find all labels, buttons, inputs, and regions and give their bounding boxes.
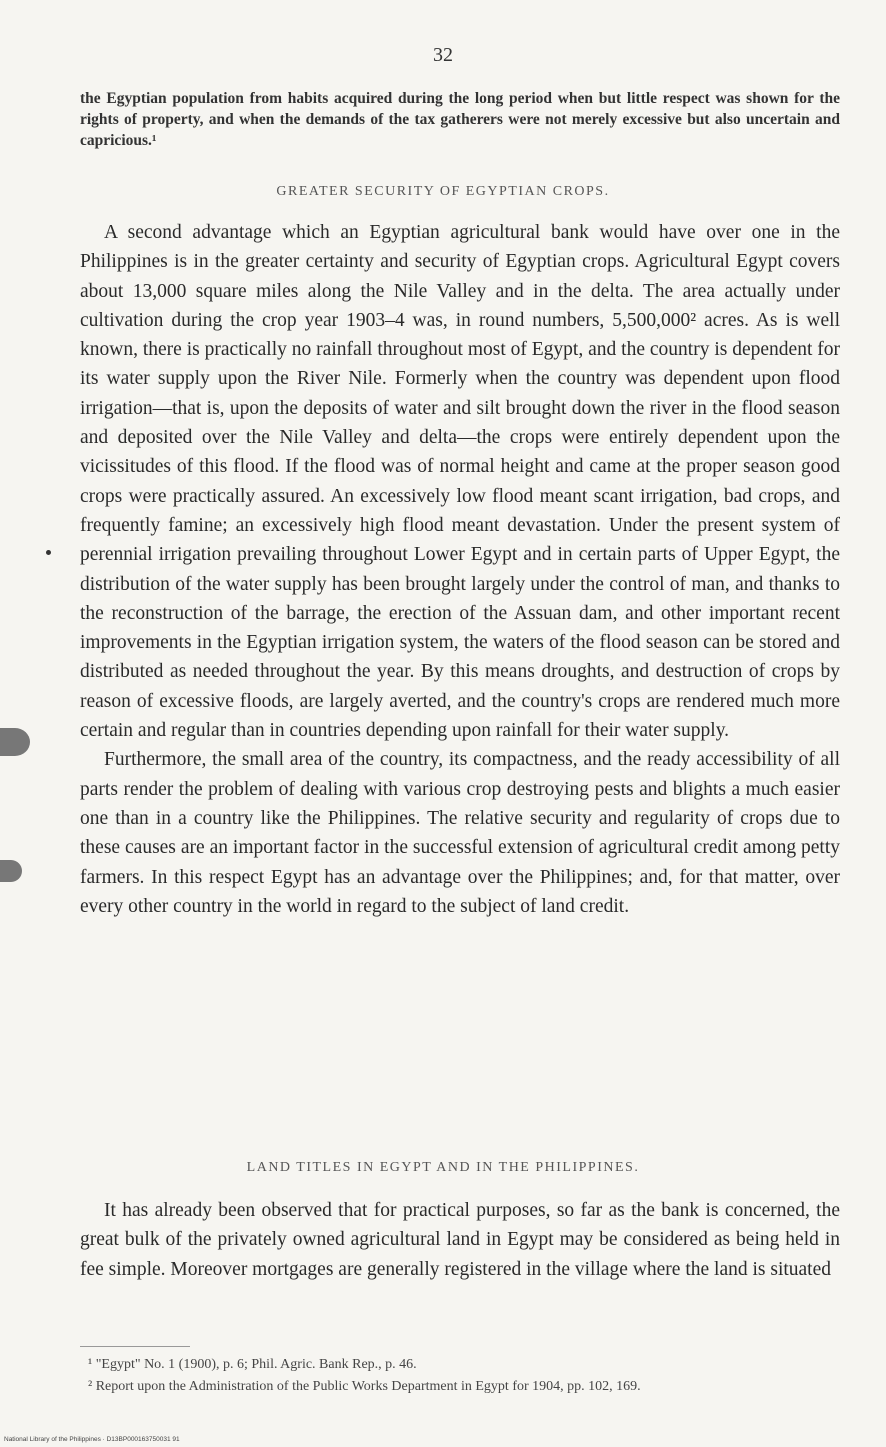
section-land-titles-body bbox=[80, 1196, 840, 1284]
section-heading-crops: GREATER SECURITY OF EGYPTIAN CROPS. bbox=[276, 184, 610, 199]
margin-dot bbox=[46, 550, 51, 555]
footnote: ² Report upon the Administration of the Public Works Department in Egypt for 1904, pp. 102, 169. bbox=[88, 1379, 641, 1394]
footnotes bbox=[80, 1354, 840, 1398]
intro-text: the Egyptian population from habits acquired during the long period when but little respect was shown for the rights of property, and when the demands of the tax gatherers were not merely excessive but also uncertain and capricious.¹ bbox=[80, 90, 840, 149]
scan-credit: National Library of the Philippines · D13BP000163750031 91 bbox=[4, 1436, 180, 1443]
paragraph: Furthermore, the small area of the country, its compactness, and the ready accessibility of all parts render the problem of dealing with various crop destroying pests and blights a much easier one than in a country like the Philippines. The relative security and regularity of crops due to these causes are an important factor in the successful extension of agricultural credit among petty farmers. In this respect Egypt has an advantage over the Philippines; and, for that matter, over every other country in the world in regard to the subject of land credit. bbox=[80, 749, 840, 917]
footnote-rule bbox=[80, 1346, 190, 1347]
page-number: 32 bbox=[433, 44, 453, 66]
section-heading-land-titles: LAND TITLES IN EGYPT AND IN THE PHILIPPINES. bbox=[246, 1160, 640, 1175]
scan-bleed-mark bbox=[0, 728, 30, 756]
paragraph: A second advantage which an Egyptian agricultural bank would have over one in the Philippines is in the greater certainty and security of Egyptian crops. Agricultural Egypt covers about 13,000 square miles along the Nile Valley and in the delta. The area actually under cultivation during the crop year 1903–4 was, in round numbers, 5,500,000² acres. As is well known, there is practically no rainfall throughout most of Egypt, and the country is dependent for its water supply upon the River Nile. Formerly when the country was dependent upon flood irrigation—that is, upon the deposits of water and silt brought down the river in the flood season and deposited over the Nile Valley and delta—the crops were entirely dependent upon the vicissitudes of this flood. If the flood was of normal height and came at the proper season good crops were practically assured. An excessively low flood meant scant irrigation, bad crops, and frequently famine; an excessively high flood meant devastation. Under the present system of perennial irrigation prevailing throughout Lower Egypt and in certain parts of Upper Egypt, the distribution of the water supply has been brought largely under the control of man, and thanks to the reconstruction of the barrage, the erection of the Assuan dam, and other important recent improvements in the Egyptian irrigation system, the waters of the flood season can be stored and distributed as needed throughout the year. By this means droughts, and destruction of crops by reason of excessive floods, are largely averted, and the country's crops are rendered much more certain and regular than in countries depending upon rainfall for their water supply. bbox=[80, 222, 840, 742]
footnote: ¹ "Egypt" No. 1 (1900), p. 6; Phil. Agric. Bank Rep., p. 46. bbox=[88, 1357, 417, 1372]
paragraph: It has already been observed that for practical purposes, so far as the bank is concerned, the great bulk of the privately owned agricultural land in Egypt may be considered as being held in fee simple. Moreover mortgages are generally registered in the village where the land is situated bbox=[80, 1200, 840, 1280]
scan-bleed-mark bbox=[0, 860, 22, 882]
section-crops-body bbox=[80, 218, 840, 921]
